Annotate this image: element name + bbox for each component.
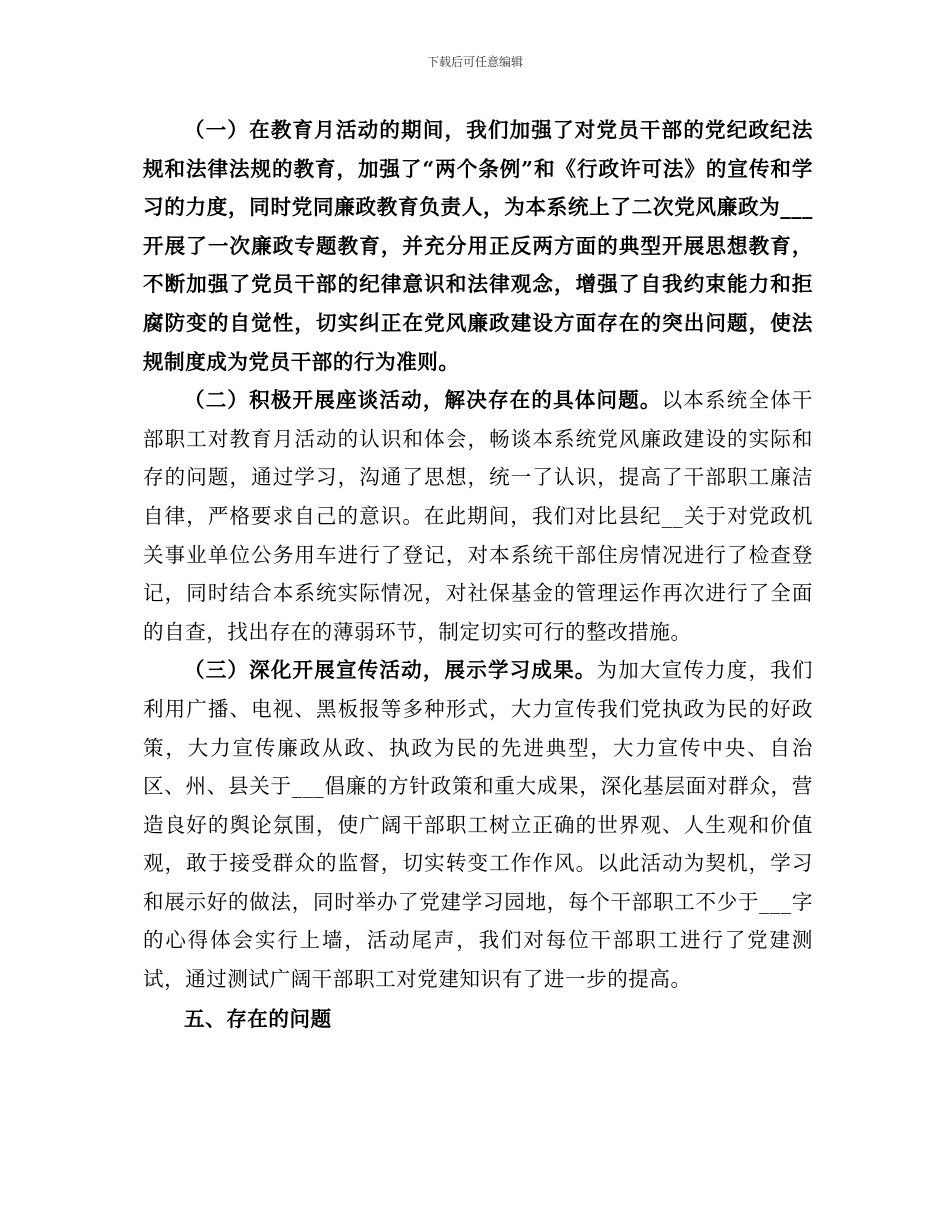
paragraph-3-heading: （三）深化开展宣传活动，展示学习成果。 xyxy=(184,658,597,683)
paragraph-3-body: 为加大宣传力度，我们利用广播、电视、黑板报等多种形式，大力宣传我们党执政为民的好政策，大力宣传廉政从政、执政为民的先进典型，大力宣传中央、自治区、州、县关于___倡廉的方针政策和重大成果，深化基层面对群众，营造良好的舆论氛围，使广阔干部职工树立正确的世界观、人生观和价值观，敢于接受群众的监督，切实转变工作作风。以此活动为契机，学习和展示好的做法，同时举办了党建学习园地，每个干部职工不少于___字的心得体会实行上墙，活动尾声，我们对每位干部职工进行了党建测试，通过测试广阔干部职工对党建知识有了进一步的提高。 xyxy=(143,658,813,992)
paragraph-1: （一）在教育月活动的期间，我们加强了对党员干部的党纪政纪法规和法律法规的教育，加强了“两个条例”和《行政许可法》的宣传和学习的力度，同时党同廉政教育负责人，为本系统上了二次党风廉政为___开展了一次廉政专题教育，并充分用正反两方面的典型开展思想教育，不断加强了党员干部的纪律意识和法律观念，增强了自我约束能力和拒腐防变的自觉性，切实纠正在党风廉政建设方面存在的突出问题，使法规制度成为党员干部的行为准则。 xyxy=(143,118,813,374)
section-heading: 五、存在的问题 xyxy=(184,1006,332,1031)
paragraph-2 xyxy=(143,381,813,651)
paragraph-2-heading: （二）积极开展座谈活动，解决存在的具体问题。 xyxy=(184,388,662,413)
paragraph-3 xyxy=(143,651,813,998)
page-header: 下载后可任意编辑 xyxy=(426,55,523,69)
paragraph-2-body: 以本系统全体干部职工对教育月活动的认识和体会，畅谈本系统党风廉政建设的实际和存的问题，通过学习，沟通了思想，统一了认识，提高了干部职工廉洁自律，严格要求自己的意识。在此期间，我们对比县纪__关于对党政机关事业单位公务用车进行了登记，对本系统干部住房情况进行了检查登记，同时结合本系统实际情况，对社保基金的管理运作再次进行了全面的自查，找出存在的薄弱环节，制定切实可行的整改措施。 xyxy=(143,388,814,644)
document-body xyxy=(143,111,813,1038)
